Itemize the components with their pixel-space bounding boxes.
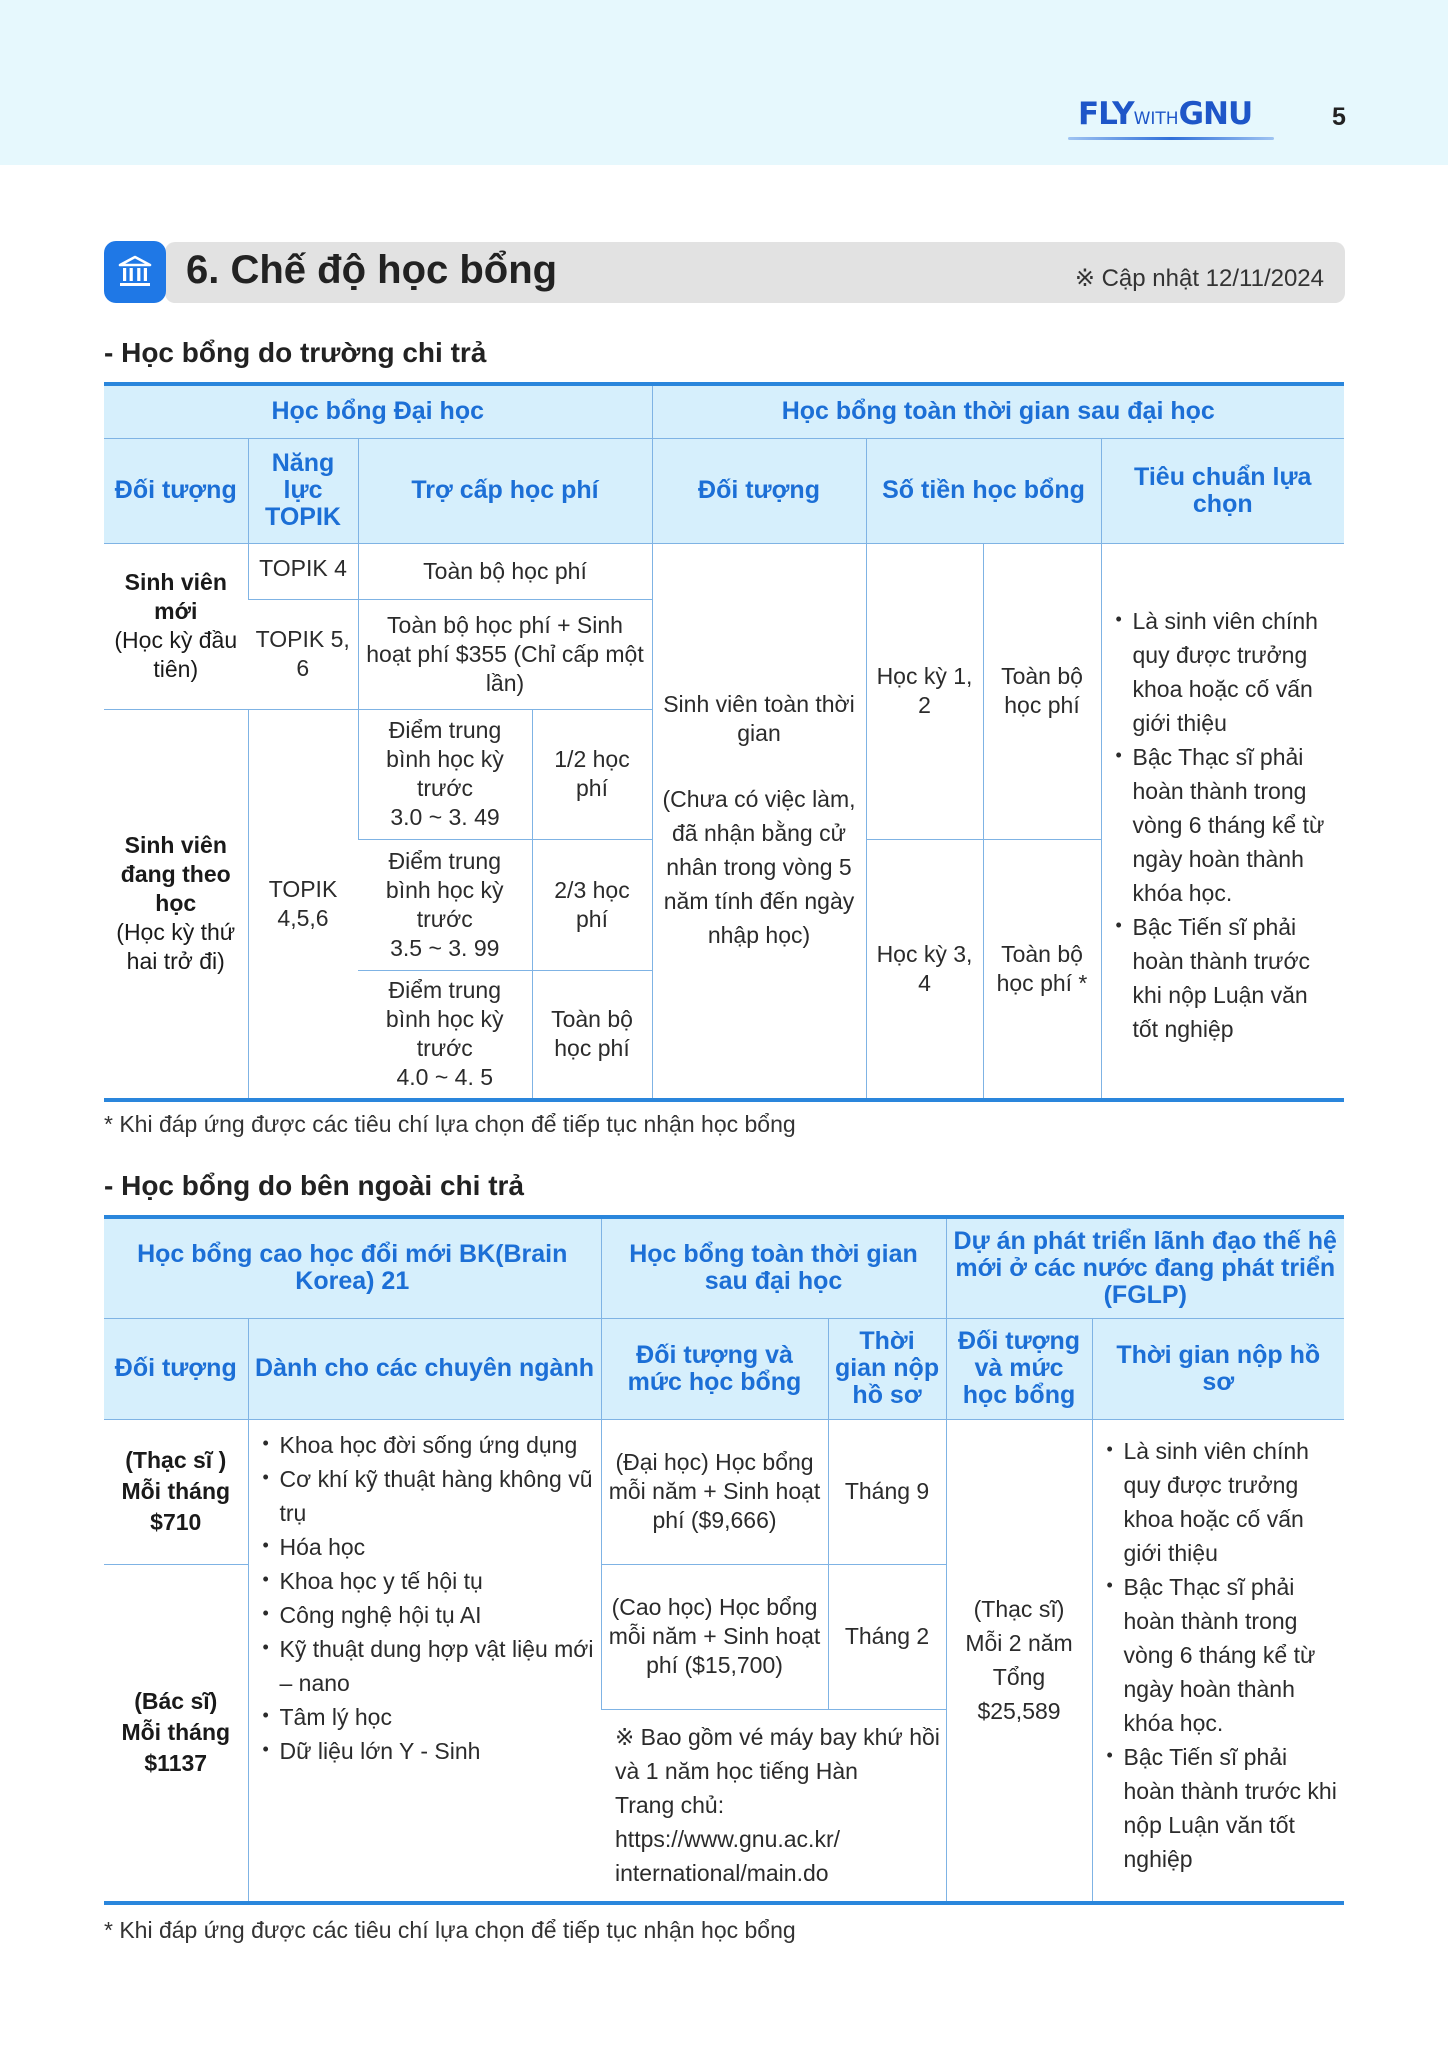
gpa-range: 3.0 ~ 3. 49 — [390, 804, 500, 830]
criteria-item: • Bậc Thạc sĩ phải hoàn thành trong vòng 6 tháng kể từ ngày hoàn thành khóa học. — [1107, 1570, 1339, 1740]
masters-monthly: Mỗi tháng — [121, 1478, 231, 1504]
semester-1-2: Học kỳ 1, 2 — [866, 543, 983, 839]
undergrad-award: (Đại học) Học bổng mỗi năm + Sinh hoạt phí ($9,666) — [601, 1419, 828, 1564]
gpa-award-3: Toàn bộ học phí — [532, 970, 652, 1100]
fglp-period: Mỗi 2 năm — [965, 1630, 1073, 1657]
semester-1-2-award: Toàn bộ học phí — [983, 543, 1101, 839]
col-grad-target: Đối tượng — [652, 438, 866, 543]
col-fglp-deadline: Thời gian nộp hồ sơ — [1092, 1318, 1344, 1419]
current-student-label: Sinh viên đang theo học — [120, 832, 231, 917]
major-item: • Cơ khí kỹ thuật hàng không vũ trụ — [263, 1462, 595, 1530]
gpa-label: Điểm trung bình học kỳ trước — [386, 717, 504, 801]
external-scholarship-heading: - Học bổng do bên ngoài chi trả — [104, 1170, 524, 1201]
semester-3-4-award: Toàn bộ học phí * — [983, 839, 1101, 1100]
phd-monthly: Mỗi tháng — [121, 1719, 231, 1746]
grad-award: (Cao học) Học bổng mỗi năm + Sinh hoạt phí ($15,700) — [601, 1564, 828, 1709]
masters-amount: $710 — [150, 1509, 202, 1535]
gpa-range: 3.5 ~ 3. 99 — [390, 934, 500, 961]
fglp-total-label: Tổng — [992, 1664, 1046, 1691]
current-student-note: (Học kỳ thứ hai trở đi) — [116, 919, 236, 975]
current-student-cell — [104, 709, 248, 1100]
full-tuition-plus-living: Toàn bộ học phí + Sinh hoạt phí $355 (Chỉ cấp một lần) — [358, 599, 652, 709]
gpa-tier-1 — [358, 709, 532, 839]
major-item: • Khoa học y tế hội tụ — [263, 1564, 595, 1598]
major-item: • Công nghệ hội tụ AI — [263, 1598, 595, 1632]
col-fglp-target: Đối tượng và mức học bổng — [946, 1318, 1092, 1419]
gpa-range: 4.0 ~ 4. 5 — [396, 1064, 494, 1091]
includes-cell — [601, 1709, 946, 1903]
col-majors: Dành cho các chuyên ngành — [248, 1318, 601, 1419]
col-deadline: Thời gian nộp hồ sơ — [828, 1318, 946, 1419]
group-bk21: Học bổng cao học đổi mới BK(Brain Korea) 21 — [104, 1217, 601, 1318]
major-item: • Dữ liệu lớn Y - Sinh — [263, 1734, 595, 1768]
fly-with-gnu-logo — [1078, 96, 1252, 132]
fglp-award-cell — [946, 1419, 1092, 1903]
group-undergrad: Học bổng Đại học — [104, 384, 652, 438]
col-target-amount: Đối tượng và mức học bổng — [601, 1318, 828, 1419]
criteria-cell — [1101, 543, 1344, 1100]
logo-fly: FLY — [1078, 96, 1134, 132]
logo-underline — [1068, 137, 1274, 140]
school-scholarship-heading: - Học bổng do trường chi trả — [104, 337, 487, 368]
topik56: TOPIK 5, 6 — [248, 599, 358, 709]
col-target: Đối tượng — [104, 1318, 248, 1419]
col-target: Đối tượng — [104, 438, 248, 543]
new-student-note: (Học kỳ đầu tiên) — [114, 627, 238, 682]
new-student-label: Sinh viên mới — [124, 569, 227, 624]
group-grad: Học bổng toàn thời gian sau đại học — [652, 384, 1344, 438]
major-item: • Hóa học — [263, 1530, 595, 1564]
criteria-item: • Là sinh viên chính quy được trưởng khoa hoặc cố vấn giới thiệu — [1107, 1434, 1339, 1570]
homepage-link[interactable]: https://www.gnu.ac.kr/ international/main.do — [615, 1826, 840, 1887]
criteria-item: • Bậc Tiến sĩ phải hoàn thành trước khi nộp Luận văn tốt nghiệp — [1116, 910, 1339, 1046]
grad-target-main: Sinh viên toàn thời gian — [663, 690, 855, 746]
phd-level: (Bác sĩ) — [134, 1688, 218, 1715]
logo-gnu: GNU — [1178, 96, 1253, 132]
phd-amount: $1137 — [144, 1750, 208, 1777]
undergrad-deadline: Tháng 9 — [828, 1419, 946, 1564]
gpa-label: Điểm trung bình học kỳ trước — [385, 977, 504, 1062]
col-topik: Năng lực TOPIK — [248, 438, 358, 543]
update-date: ※ Cập nhật 12/11/2024 — [1074, 265, 1324, 292]
school-scholarship-table — [104, 382, 1344, 1102]
external-footnote: * Khi đáp ứng được các tiêu chí lựa chọn để tiếp tục nhận học bổng — [104, 1917, 796, 1943]
logo-with: WITH — [1133, 109, 1179, 129]
page-number: 5 — [1332, 103, 1346, 131]
homepage-label: Trang chủ: — [615, 1792, 725, 1819]
criteria-item: • Bậc Tiến sĩ phải hoàn thành trước khi nộp Luận văn tốt nghiệp — [1107, 1740, 1339, 1876]
criteria-item: • Là sinh viên chính quy được trưởng khoa hoặc cố vấn giới thiệu — [1116, 604, 1339, 740]
col-amount: Số tiền học bổng — [866, 438, 1101, 543]
grad-target-cell — [652, 543, 866, 1100]
university-icon — [104, 241, 166, 303]
majors-cell — [248, 1419, 601, 1903]
gpa-tier-3 — [358, 970, 532, 1100]
col-criteria: Tiêu chuẩn lựa chọn — [1101, 438, 1344, 543]
major-item: • Khoa học đời sống ứng dụng — [263, 1428, 595, 1462]
major-item: • Tâm lý học — [263, 1700, 595, 1734]
phd-cell — [104, 1564, 248, 1903]
gpa-tier-2 — [358, 839, 532, 970]
grad-deadline: Tháng 2 — [828, 1564, 946, 1709]
topik456: TOPIK 4,5,6 — [248, 709, 358, 1100]
semester-3-4: Học kỳ 3, 4 — [866, 839, 983, 1100]
new-student-cell — [104, 543, 248, 709]
group-fglp: Dự án phát triển lãnh đạo thế hệ mới ở các nước đang phát triển (FGLP) — [946, 1217, 1344, 1318]
fglp-total-amount: $25,589 — [977, 1698, 1061, 1725]
section-title: 6. Chế độ học bổng — [186, 248, 558, 292]
fglp-level: (Thạc sĩ) — [973, 1596, 1065, 1623]
gpa-label: Điểm trung bình học kỳ trước — [385, 847, 504, 932]
masters-cell — [104, 1419, 248, 1564]
header-band — [0, 0, 1448, 165]
school-footnote: * Khi đáp ứng được các tiêu chí lựa chọn để tiếp tục nhận học bổng — [104, 1111, 796, 1137]
criteria-item: • Bậc Thạc sĩ phải hoàn thành trong vòng 6 tháng kể từ ngày hoàn thành khóa học. — [1116, 740, 1339, 910]
major-item: • Kỹ thuật dung hợp vật liệu mới – nano — [263, 1632, 595, 1700]
external-scholarship-table — [104, 1215, 1344, 1905]
topik4: TOPIK 4 — [248, 543, 358, 599]
includes-note: ※ Bao gồm vé máy bay khứ hồi và 1 năm học tiếng Hàn — [615, 1724, 940, 1785]
full-tuition: Toàn bộ học phí — [358, 543, 652, 599]
gpa-award-1: 1/2 học phí — [532, 709, 652, 839]
masters-level: (Thạc sĩ ) — [125, 1447, 227, 1473]
group-fulltime-grad: Học bổng toàn thời gian sau đại học — [601, 1217, 946, 1318]
grad-target-note: (Chưa có việc làm, đã nhận bằng cử nhân trong vòng 5 năm tính đến ngày nhập học) — [662, 785, 856, 948]
gpa-award-2: 2/3 học phí — [532, 839, 652, 970]
col-tuition: Trợ cấp học phí — [358, 438, 652, 543]
fglp-criteria-cell — [1092, 1419, 1344, 1903]
